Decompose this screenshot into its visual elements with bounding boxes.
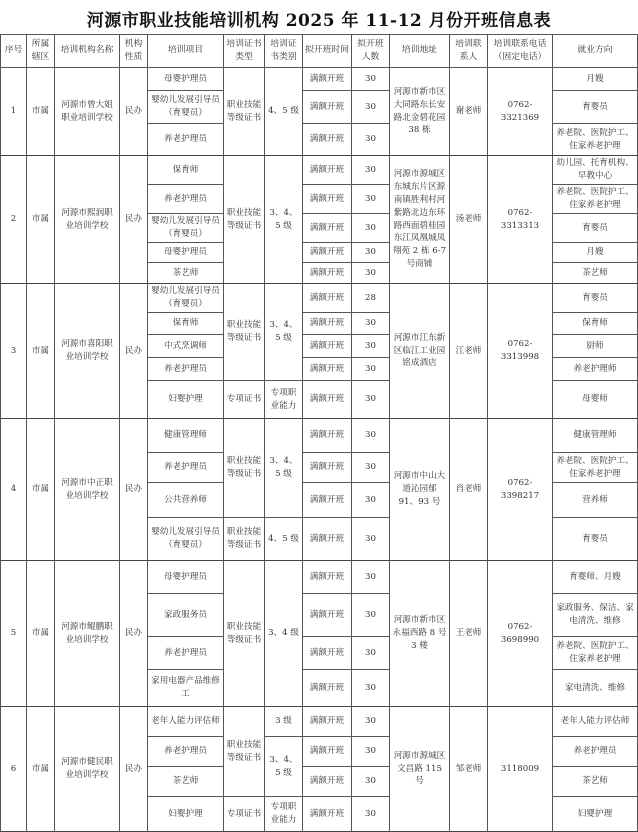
- cell-count: 30: [352, 381, 390, 419]
- cell-time: 满额开班: [303, 313, 352, 335]
- cell-district: 市属: [27, 707, 55, 832]
- column-header-nature: 机构性质: [120, 34, 148, 68]
- cell-cert-type: 专项证书: [224, 797, 265, 832]
- cell-time: 满额开班: [303, 156, 352, 185]
- cell-project: 茶艺师: [148, 263, 224, 284]
- cell-nature: 民办: [120, 156, 148, 284]
- cell-count: 30: [352, 214, 390, 243]
- cell-contact: 王老师: [450, 561, 488, 707]
- cell-project: 养老护理员: [148, 637, 224, 670]
- cell-count: 30: [352, 767, 390, 797]
- cell-time: 满额开班: [303, 284, 352, 313]
- cell-project: 养老护理员: [148, 358, 224, 381]
- cell-employment: 养老院、医院护工、住家养老护理: [553, 637, 638, 670]
- cell-count: 30: [352, 594, 390, 637]
- cell-nature: 民办: [120, 419, 148, 561]
- cell-count: 30: [352, 91, 390, 124]
- cell-employment: 育婴员: [553, 91, 638, 124]
- cell-cert-level: 3、4、5 级: [265, 284, 303, 381]
- cell-project: 养老护理员: [148, 737, 224, 767]
- cell-time: 满额开班: [303, 358, 352, 381]
- column-header-phone: 培训联系电话（固定电话）: [488, 34, 553, 68]
- cell-contact: 汤老师: [450, 156, 488, 284]
- cell-count: 30: [352, 156, 390, 185]
- cell-project: 母婴护理员: [148, 243, 224, 263]
- cell-employment: 妇婴护理: [553, 797, 638, 832]
- cell-org: 河源市鲲鹏职业培训学校: [55, 561, 120, 707]
- cell-count: 28: [352, 284, 390, 313]
- cell-org: 河源市曾大姐职业培训学校: [55, 68, 120, 156]
- column-header-time: 拟开班时间: [303, 34, 352, 68]
- cell-address: 河源市新市区永福西路 8 号 3 楼: [390, 561, 450, 707]
- cell-count: 30: [352, 518, 390, 561]
- cell-time: 满额开班: [303, 637, 352, 670]
- cell-cert-type: 职业技能等级证书: [224, 68, 265, 156]
- cell-time: 满额开班: [303, 214, 352, 243]
- cell-project: 健康管理师: [148, 419, 224, 453]
- cell-project: 妇婴护理: [148, 797, 224, 832]
- cell-project: 婴幼儿发展引导员（育婴员）: [148, 518, 224, 561]
- cell-employment: 养老院、医院护工、住家养老护理: [553, 124, 638, 156]
- cell-seq: 4: [0, 419, 27, 561]
- cell-contact: 邹老师: [450, 707, 488, 832]
- cell-time: 满额开班: [303, 561, 352, 594]
- cell-district: 市属: [27, 284, 55, 419]
- cell-nature: 民办: [120, 68, 148, 156]
- cell-employment: 保育师: [553, 313, 638, 335]
- cell-project: 中式烹调师: [148, 335, 224, 358]
- cell-time: 满额开班: [303, 767, 352, 797]
- cell-employment: 月嫂: [553, 243, 638, 263]
- cell-count: 30: [352, 797, 390, 832]
- cell-cert-type: 职业技能等级证书: [224, 518, 265, 561]
- cell-project: 婴幼儿发展引导员（育婴员）: [148, 214, 224, 243]
- cell-district: 市属: [27, 561, 55, 707]
- cell-district: 市属: [27, 419, 55, 561]
- cell-cert-level: 3、4、5 级: [265, 156, 303, 284]
- cell-employment: 月嫂: [553, 68, 638, 91]
- cell-employment: 茶艺师: [553, 263, 638, 284]
- cell-cert-type: 职业技能等级证书: [224, 561, 265, 707]
- cell-time: 满额开班: [303, 68, 352, 91]
- cell-project: 老年人能力评估师: [148, 707, 224, 737]
- cell-time: 满额开班: [303, 91, 352, 124]
- cell-time: 满额开班: [303, 124, 352, 156]
- cell-employment: 养老护理员: [553, 737, 638, 767]
- cell-time: 满额开班: [303, 381, 352, 419]
- cell-phone: 0762-3313998: [488, 284, 553, 419]
- cell-org: 河源市中正职业培训学校: [55, 419, 120, 561]
- cell-time: 满额开班: [303, 263, 352, 284]
- cell-project: 家政服务员: [148, 594, 224, 637]
- cell-time: 满额开班: [303, 483, 352, 518]
- cell-cert-type: 职业技能等级证书: [224, 284, 265, 381]
- cell-count: 30: [352, 358, 390, 381]
- cell-seq: 5: [0, 561, 27, 707]
- cell-count: 30: [352, 185, 390, 214]
- cell-count: 30: [352, 313, 390, 335]
- cell-time: 满额开班: [303, 594, 352, 637]
- cell-time: 满额开班: [303, 453, 352, 483]
- cell-contact: 肖老师: [450, 419, 488, 561]
- column-header-employment: 就业方向: [553, 34, 638, 68]
- cell-phone: 0762-3398217: [488, 419, 553, 561]
- cell-time: 满额开班: [303, 243, 352, 263]
- cell-time: 满额开班: [303, 707, 352, 737]
- page-title: 河源市职业技能培训机构 2025 年 11-12 月份开班信息表: [86, 11, 552, 31]
- cell-nature: 民办: [120, 284, 148, 419]
- cell-cert-level: 3、4、5 级: [265, 737, 303, 797]
- column-header-district: 所属辖区: [27, 34, 55, 68]
- cell-project: 保育师: [148, 313, 224, 335]
- cell-project: 养老护理员: [148, 453, 224, 483]
- cell-employment: 养老院、医院护工、住家养老护理: [553, 185, 638, 214]
- cell-cert-type: 专项证书: [224, 381, 265, 419]
- cell-project: 婴幼儿发展引导员（育婴员）: [148, 284, 224, 313]
- cell-seq: 6: [0, 707, 27, 832]
- cell-count: 30: [352, 68, 390, 91]
- cell-contact: 江老师: [450, 284, 488, 419]
- cell-contact: 谢老师: [450, 68, 488, 156]
- cell-address: 河源市源城区文昌路 115 号: [390, 707, 450, 832]
- cell-count: 30: [352, 419, 390, 453]
- cell-seq: 1: [0, 68, 27, 156]
- cell-employment: 育婴员: [553, 284, 638, 313]
- cell-project: 保育师: [148, 156, 224, 185]
- cell-org: 河源市熙润职业培训学校: [55, 156, 120, 284]
- cell-cert-type: 职业技能等级证书: [224, 419, 265, 518]
- cell-org: 河源市喜阳职业培训学校: [55, 284, 120, 419]
- cell-count: 30: [352, 670, 390, 707]
- column-header-project: 培训项目: [148, 34, 224, 68]
- cell-cert-type: 职业技能等级证书: [224, 707, 265, 797]
- cell-time: 满额开班: [303, 797, 352, 832]
- cell-project: 养老护理员: [148, 185, 224, 214]
- cell-employment: 育婴员: [553, 214, 638, 243]
- cell-project: 公共营养师: [148, 483, 224, 518]
- cell-count: 30: [352, 243, 390, 263]
- cell-count: 30: [352, 263, 390, 284]
- cell-time: 满额开班: [303, 737, 352, 767]
- column-header-address: 培训地址: [390, 34, 450, 68]
- cell-nature: 民办: [120, 707, 148, 832]
- cell-project: 母婴护理员: [148, 561, 224, 594]
- cell-employment: 母婴师: [553, 381, 638, 419]
- cell-address: 河源市源城区东城东片区源南镇胜利村河紫路北边东环路西面碧桂园东江凤凰城凤翔苑 2 栋 6-7 号商铺: [390, 156, 450, 284]
- cell-count: 30: [352, 637, 390, 670]
- cell-cert-level: 专项职业能力: [265, 797, 303, 832]
- cell-seq: 2: [0, 156, 27, 284]
- column-header-cert_type: 培训证书类型: [224, 34, 265, 68]
- cell-cert-level: 4、5 级: [265, 518, 303, 561]
- cell-count: 30: [352, 483, 390, 518]
- cell-project: 家用电器产品维修工: [148, 670, 224, 707]
- column-header-seq: 序号: [0, 34, 27, 68]
- cell-time: 满额开班: [303, 335, 352, 358]
- column-header-cert_level: 培训证书类别: [265, 34, 303, 68]
- cell-time: 满额开班: [303, 419, 352, 453]
- cell-district: 市属: [27, 68, 55, 156]
- cell-employment: 育婴员: [553, 518, 638, 561]
- cell-cert-type: 职业技能等级证书: [224, 156, 265, 284]
- cell-employment: 养老院、医院护工、住家养老护理: [553, 453, 638, 483]
- cell-project: 母婴护理员: [148, 68, 224, 91]
- cell-phone: 0762-3313313: [488, 156, 553, 284]
- cell-employment: 健康管理师: [553, 419, 638, 453]
- cell-employment: 幼儿园、托育机构、早教中心: [553, 156, 638, 185]
- cell-employment: 家政服务、保洁、家电清洗、维修: [553, 594, 638, 637]
- cell-time: 满额开班: [303, 518, 352, 561]
- cell-cert-level: 3、4 级: [265, 561, 303, 707]
- cell-cert-level: 3 级: [265, 707, 303, 737]
- cell-count: 30: [352, 124, 390, 156]
- cell-phone: 0762-3321369: [488, 68, 553, 156]
- cell-employment: 茶艺师: [553, 767, 638, 797]
- cell-project: 茶艺师: [148, 767, 224, 797]
- cell-project: 妇婴护理: [148, 381, 224, 419]
- cell-employment: 养老护理师: [553, 358, 638, 381]
- cell-count: 30: [352, 561, 390, 594]
- cell-employment: 营养师: [553, 483, 638, 518]
- column-header-org: 培训机构名称: [55, 34, 120, 68]
- cell-project: 婴幼儿发展引导员（育婴员）: [148, 91, 224, 124]
- cell-employment: 育婴师、月嫂: [553, 561, 638, 594]
- cell-district: 市属: [27, 156, 55, 284]
- cell-count: 30: [352, 737, 390, 767]
- cell-time: 满额开班: [303, 185, 352, 214]
- cell-nature: 民办: [120, 561, 148, 707]
- cell-cert-level: 3、4、5 级: [265, 419, 303, 518]
- cell-address: 河源市中山大道沁园郁 91、93 号: [390, 419, 450, 561]
- cell-cert-level: 4、5 级: [265, 68, 303, 156]
- cell-employment: 家电清洗、维修: [553, 670, 638, 707]
- cell-project: 养老护理员: [148, 124, 224, 156]
- cell-seq: 3: [0, 284, 27, 419]
- cell-count: 30: [352, 453, 390, 483]
- cell-org: 河源市健民职业培训学校: [55, 707, 120, 832]
- column-header-count: 拟开班人数: [352, 34, 390, 68]
- cell-count: 30: [352, 707, 390, 737]
- cell-time: 满额开班: [303, 670, 352, 707]
- cell-count: 30: [352, 335, 390, 358]
- cell-phone: 0762-3698990: [488, 561, 553, 707]
- cell-address: 河源市江东新区临江工业园铭成酒店: [390, 284, 450, 419]
- column-header-contact: 培训联系人: [450, 34, 488, 68]
- cell-employment: 老年人能力评估师: [553, 707, 638, 737]
- cell-address: 河源市新市区大同路东长安路北金碧花园 38 栋: [390, 68, 450, 156]
- cell-phone: 3118009: [488, 707, 553, 832]
- cell-employment: 厨师: [553, 335, 638, 358]
- cell-cert-level: 专项职业能力: [265, 381, 303, 419]
